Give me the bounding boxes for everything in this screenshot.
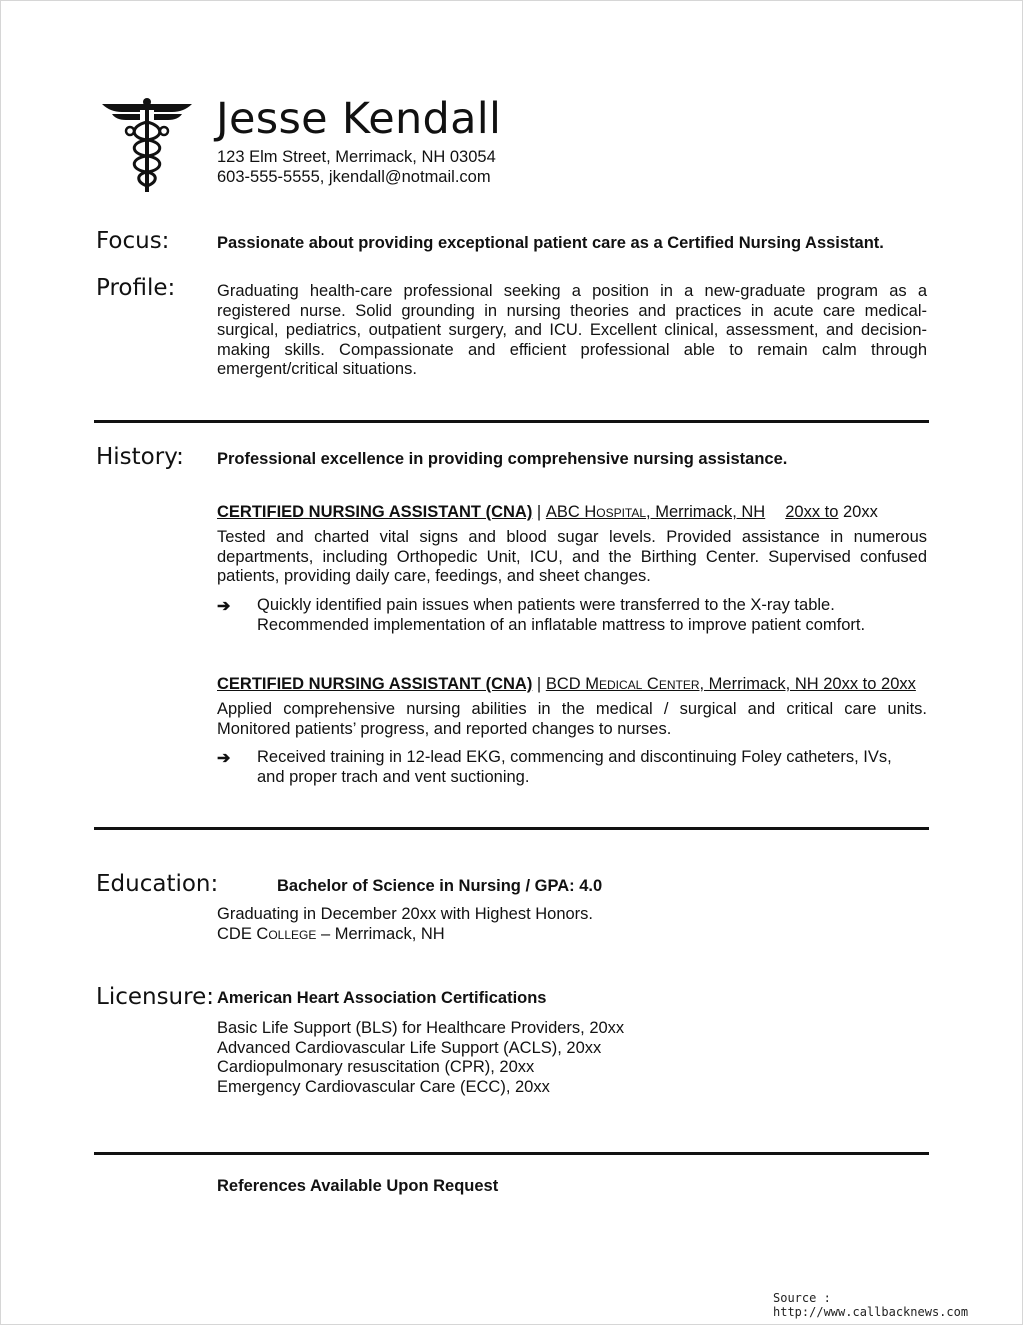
section-divider bbox=[94, 420, 929, 423]
dates: 20xx to bbox=[785, 503, 839, 521]
license-item: Emergency Cardiovascular Care (ECC), 20xx bbox=[217, 1077, 550, 1096]
licensure-list bbox=[217, 1019, 624, 1097]
job-title: CERTIFIED NURSING ASSISTANT (CNA) bbox=[217, 675, 533, 693]
profile-label: Profile: bbox=[96, 275, 176, 301]
section-divider bbox=[94, 1152, 929, 1155]
description-line: Tested and charted vital signs and blood sugar levels. Provided assistance in numerous bbox=[217, 528, 927, 546]
section-divider bbox=[94, 827, 929, 830]
job-1-bullet bbox=[257, 596, 865, 635]
applicant-name: Jesse Kendall bbox=[216, 94, 502, 144]
profile-line: emergent/critical situations. bbox=[217, 360, 417, 378]
phone-email-line: 603-555-5555, jkendall@notmail.com bbox=[217, 168, 491, 186]
profile-line: Graduating health-care professional seeking a position in a new-graduate program as a bbox=[217, 282, 927, 300]
source-credit: Source : http://www.callbacknews.com bbox=[773, 1291, 969, 1319]
school-name: CDE College bbox=[217, 924, 317, 943]
degree-text: Bachelor of Science in Nursing / GPA: 4.0 bbox=[277, 877, 603, 895]
education-details bbox=[217, 905, 593, 944]
bullet-line: Received training in 12-lead EKG, commencing and discontinuing Foley catheters, IVs, bbox=[257, 748, 892, 766]
focus-text: Passionate about providing exceptional patient care as a Certified Nursing Assistant. bbox=[217, 234, 884, 252]
profile-line: registered nurse. Solid grounding in nursing theories and practices in acute care medical- bbox=[217, 301, 927, 320]
job-title: CERTIFIED NURSING ASSISTANT (CNA) bbox=[217, 503, 533, 521]
history-label: History: bbox=[96, 444, 184, 470]
education-label: Education: bbox=[96, 871, 219, 897]
licensure-label: Licensure: bbox=[96, 984, 214, 1010]
job-2-bullet bbox=[257, 748, 892, 787]
licensure-heading: American Heart Association Certifications bbox=[217, 989, 547, 1007]
description-line: patients, providing daily care, feedings, and sheet changes. bbox=[217, 567, 651, 585]
job-2-heading bbox=[217, 675, 916, 695]
graduation-line: Graduating in December 20xx with Highest Honors. bbox=[217, 905, 594, 923]
profile-line: surgical, pediatrics, outpatient surgery, and ICU. Excellent clinical, assessment, and decision- bbox=[217, 321, 927, 339]
dates-end: 20xx bbox=[838, 503, 878, 521]
arrow-bullet-icon: ➔ bbox=[217, 750, 231, 767]
location-dates: , Merrimack, NH 20xx to 20xx bbox=[699, 675, 916, 693]
school-line bbox=[217, 925, 593, 945]
job-2-description bbox=[217, 700, 927, 739]
job-1-heading bbox=[217, 503, 878, 523]
bullet-line: Quickly identified pain issues when patients were transferred to the X-ray table. bbox=[257, 596, 835, 614]
license-item: Basic Life Support (BLS) for Healthcare Providers, 20xx bbox=[217, 1019, 625, 1037]
license-item: Cardiopulmonary resuscitation (CPR), 20xx bbox=[217, 1058, 535, 1076]
references-note: References Available Upon Request bbox=[217, 1177, 499, 1195]
bullet-line: and proper trach and vent suctioning. bbox=[257, 767, 530, 786]
bullet-line: Recommended implementation of an inflatable mattress to improve patient comfort. bbox=[257, 615, 866, 634]
profile-line: making skills. Compassionate and efficient professional able to remain calm through bbox=[217, 340, 927, 359]
caduceus-nursing-icon bbox=[100, 98, 194, 194]
separator: | bbox=[532, 503, 546, 521]
separator: | bbox=[532, 675, 546, 693]
employer: BCD Medical Center bbox=[545, 675, 700, 693]
address-line: 123 Elm Street, Merrimack, NH 03054 bbox=[217, 148, 496, 166]
employer: ABC Hospital bbox=[545, 503, 647, 521]
job-1-description bbox=[217, 528, 927, 587]
location: , Merrimack, NH bbox=[646, 503, 766, 521]
description-line: Monitored patients’ progress, and reported changes to nurses. bbox=[217, 719, 672, 738]
license-item: Advanced Cardiovascular Life Support (ACLS), 20xx bbox=[217, 1038, 602, 1057]
profile-paragraph bbox=[217, 282, 927, 380]
school-location: – Merrimack, NH bbox=[316, 924, 445, 943]
focus-label: Focus: bbox=[96, 228, 170, 254]
history-summary: Professional excellence in providing comprehensive nursing assistance. bbox=[217, 450, 788, 468]
description-line: Applied comprehensive nursing abilities in the medical / surgical and critical care units. bbox=[217, 700, 927, 718]
arrow-bullet-icon: ➔ bbox=[217, 598, 231, 615]
description-line: departments, including Orthopedic Unit, ICU, and the Birthing Center. Supervised confused bbox=[217, 547, 927, 566]
